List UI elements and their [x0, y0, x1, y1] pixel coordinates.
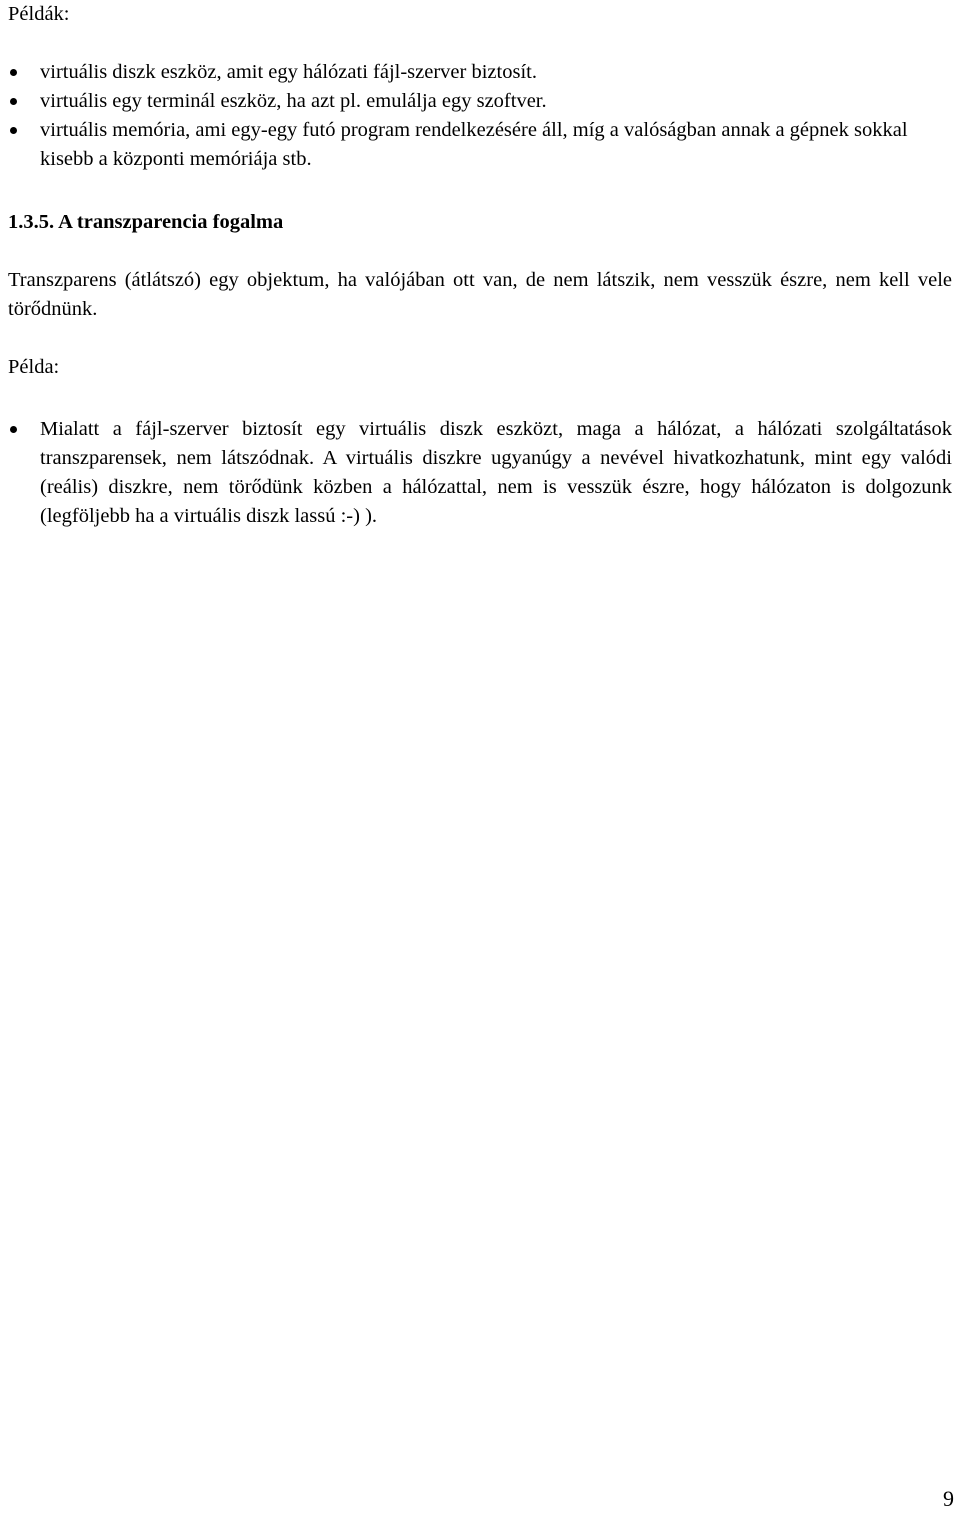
list-item: virtuális memória, ami egy-egy futó program rendelkezésére áll, míg a valóságban annak a gépnek sokkal kisebb a központi memóriája stb.: [8, 116, 954, 174]
example-list: [8, 415, 952, 531]
list-item: virtuális egy terminál eszköz, ha azt pl. emulálja egy szoftver.: [8, 87, 954, 116]
list-item: virtuális diszk eszköz, amit egy hálózati fájl-szerver biztosít.: [8, 58, 954, 87]
definition-paragraph: Transzparens (átlátszó) egy objektum, ha valójában ott van, de nem látszik, nem vesszük észre, nem kell vele törődnünk.: [8, 269, 952, 320]
section-title: A transzparencia fogalma: [58, 211, 284, 233]
page-number: 9: [943, 1486, 954, 1511]
section-number: 1.3.5.: [8, 211, 55, 233]
list-item: Mialatt a fájl-szerver biztosít egy virtuális diszk eszközt, maga a hálózat, a hálózati szolgáltatások transzparensek, nem látszódnak. A virtuális diszkre ugyanúgy a nevével hivatkozhatunk, mint egy valódi (reális) diszkre, nem törődünk közben a hálózattal, nem is vesszük észre, hogy hálózaton is dolgozunk (legföljebb ha a virtuális diszk lassú :-) ).: [8, 415, 952, 531]
example-heading: Példa:: [8, 356, 60, 378]
examples-list: [8, 58, 954, 174]
examples-heading: Példák:: [8, 3, 70, 25]
section-heading: [8, 208, 283, 237]
